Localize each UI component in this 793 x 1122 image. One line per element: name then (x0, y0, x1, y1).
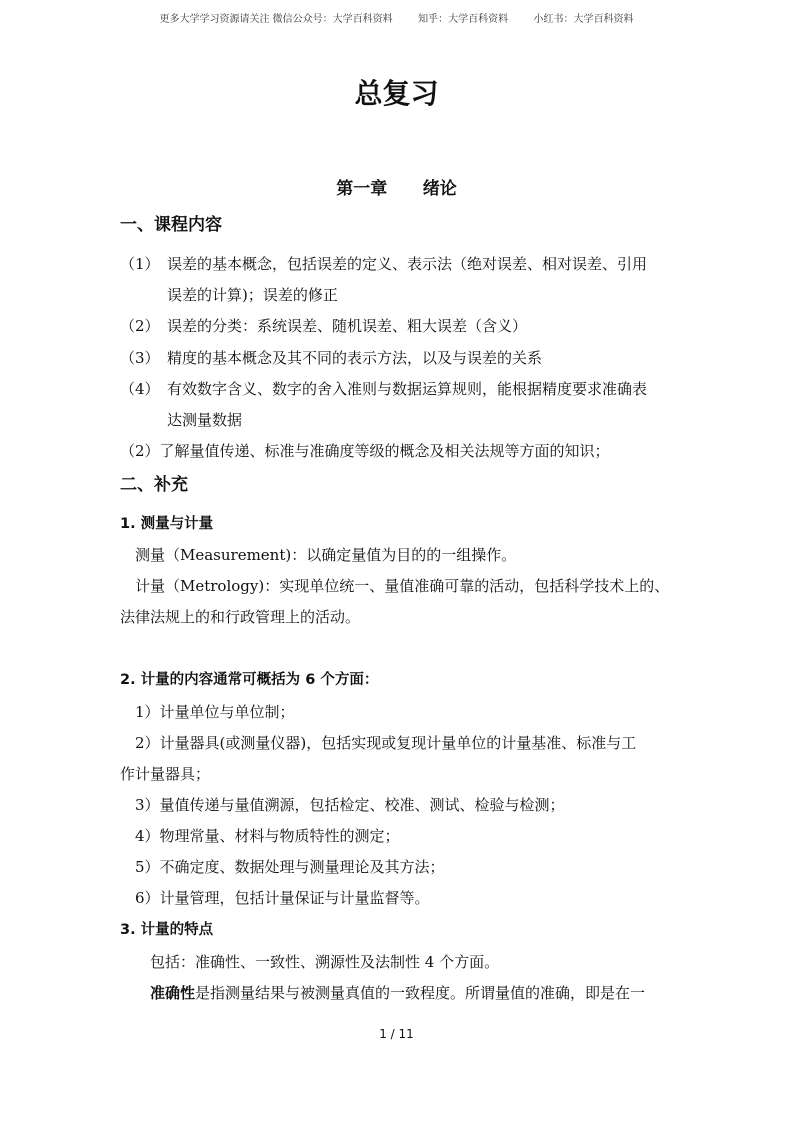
item-text: 有效数字含义、数字的舍入准则与数据运算规则，能根据精度要求准确表 (167, 380, 648, 398)
item-text: 误差的基本概念，包括误差的定义、表示法（绝对误差、相对误差、引用 (167, 255, 648, 273)
paragraph: 测量（Measurement)：以确定量值为目的的一组操作。 (135, 546, 517, 564)
item-number: （4） (120, 380, 160, 398)
paragraph (120, 983, 710, 1003)
list-item: 2）计量器具(或测量仪器)，包括实现或复现计量单位的计量基准、标准与工 (135, 734, 637, 752)
list-item: 1）计量单位与单位制； (135, 703, 295, 721)
paragraph: 计量（Metrology)：实现单位统一、量值准确可靠的活动，包括科学技术上的、 (135, 577, 670, 595)
subsection-heading-measurement: 1. 测量与计量 (120, 516, 214, 532)
term-accuracy: 准确性 (150, 984, 196, 1002)
item-text: 误差的分类：系统误差、随机误差、粗大误差（含义） (167, 317, 528, 335)
list-item (120, 348, 680, 368)
list-item-continuation: 误差的计算)；误差的修正 (167, 286, 338, 304)
list-item: 6）计量管理，包括计量保证与计量监督等。 (135, 889, 430, 907)
subsection-heading-characteristics: 3. 计量的特点 (120, 922, 214, 938)
list-item-continuation: 达测量数据 (167, 411, 243, 429)
paragraph: 法律法规上的和行政管理上的活动。 (120, 608, 361, 626)
subsection-heading-metrology-content: 2. 计量的内容通常可概括为 6 个方面： (120, 672, 379, 688)
section-heading-supplement: 二、补充 (120, 475, 188, 495)
list-item (120, 316, 680, 336)
section-heading-course-content: 一、课程内容 (120, 215, 222, 235)
list-item (120, 254, 680, 274)
paragraph-text: 是指测量结果与被测量真值的一致程度。所谓量值的准确，即是在一 (195, 984, 646, 1002)
page-number: 1 / 11 (379, 1027, 414, 1041)
page-header: 更多大学学习资源请关注 微信公众号：大学百科资料 知乎：大学百科资料 小红书：大学百科资料 (159, 14, 634, 25)
item-number: （1） (120, 255, 160, 273)
paragraph: 包括：准确性、一致性、溯源性及法制性 4 个方面。 (150, 953, 500, 971)
list-item (120, 379, 680, 399)
item-number: （3） (120, 349, 160, 367)
chapter-title: 第一章 绪论 (336, 179, 457, 199)
list-item: 3）量值传递与量值溯源，包括检定、校准、测试、检验与检测； (135, 796, 565, 814)
list-item: 4）物理常量、材料与物质特性的测定； (135, 827, 400, 845)
paragraph: （2）了解量值传递、标准与准确度等级的概念及相关法规等方面的知识； (120, 442, 610, 460)
list-item-continuation: 作计量器具； (120, 765, 211, 783)
list-item: 5）不确定度、数据处理与测量理论及其方法； (135, 858, 445, 876)
page-title: 总复习 (354, 77, 439, 110)
item-text: 精度的基本概念及其不同的表示方法，以及与误差的关系 (167, 349, 543, 367)
item-number: （2） (120, 317, 160, 335)
